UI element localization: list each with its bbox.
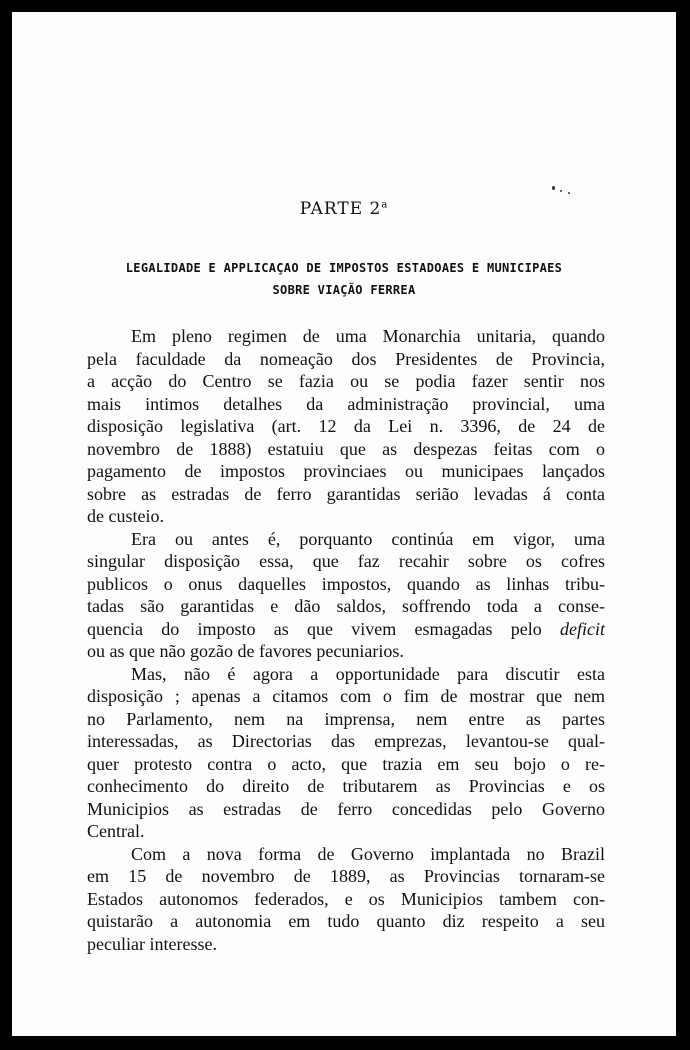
- paragraph-4-line: peculiar interesse.: [87, 933, 217, 954]
- paragraph-2-line: ou as que não gozão de favores pecuniarios.: [87, 641, 404, 661]
- book-page: [12, 12, 676, 1036]
- paragraph-3-line: Mas, não é agora a opportunidade para discutir esta: [131, 663, 605, 684]
- paragraph-3-line: conhecimento do direito de tributarem as Provincias e os: [87, 776, 605, 796]
- section-heading-line-2: SOBRE VIAÇÃO FERREA: [272, 283, 416, 297]
- paragraph-2-line: tadas são garantidas e dão saldos, soffrendo toda a conse-: [87, 596, 605, 616]
- paragraph-3-line: Municipios as estradas de ferro concedidas pelo Governo: [87, 798, 605, 819]
- ink-speck: [568, 192, 570, 194]
- part-title-superscript: a: [381, 199, 389, 211]
- paragraph-3-line: disposição ; apenas a citamos com o fim de mostrar que nem: [87, 686, 605, 706]
- paragraph-3-line: no Parlamento, nem na imprensa, nem entre as partes: [87, 708, 605, 729]
- paragraph-4-line: em 15 de novembro de 1889, as Provincias tornaram-se: [87, 866, 605, 886]
- paragraph-2-line-text: quencia do imposto as que vivem esmagadas pelo: [87, 618, 542, 639]
- paragraph-3-line: interessadas, as Directorias das emprezas, levantou-se qual-: [87, 731, 605, 751]
- paragraph-3-line: Central.: [87, 821, 145, 841]
- paragraph-1-line: mais intimos detalhes da administração provincial, uma: [87, 393, 605, 414]
- ink-speck: [552, 186, 555, 190]
- paragraph-2-line: Era ou antes é, porquanto continúa em vigor, uma: [131, 528, 605, 549]
- paragraph-2-line: publicos o onus daquelles impostos, quando as linhas tribu-: [87, 573, 605, 594]
- paragraph-2-line-with-italic: [87, 618, 605, 641]
- section-heading: [52, 257, 636, 301]
- part-title: [12, 199, 676, 219]
- paragraph-1-line: novembro de 1888) estatuiu que as despezas feitas com o: [87, 438, 605, 459]
- body-text: [87, 325, 605, 955]
- paragraph-2-line: singular disposição essa, que faz recahir sobre os cofres: [87, 551, 605, 571]
- paragraph-1-line: a acção do Centro se fazia ou se podia fazer sentir nos: [87, 371, 605, 391]
- paragraph-1-line: pela faculdade da nomeação dos Presidentes de Provincia,: [87, 348, 605, 369]
- paragraph-4-line: Com a nova forma de Governo implantada no Brazil: [131, 843, 605, 864]
- italic-deficit: deficit: [560, 618, 605, 639]
- paragraph-3-line: quer protesto contra o acto, que trazia em seu bojo o re-: [87, 753, 605, 774]
- section-heading-line-1: LEGALIDADE E APPLICAÇAO DE IMPOSTOS ESTADOAES E MUNICIPAES: [125, 261, 563, 275]
- paragraph-1-line: disposição legislativa (art. 12 da Lei n. 3396, de 24 de: [87, 416, 605, 436]
- paragraph-1-line: Em pleno regimen de uma Monarchia unitaria, quando: [131, 326, 605, 346]
- paragraph-1-line: sobre as estradas de ferro garantidas serião levadas á conta: [87, 483, 605, 504]
- paragraph-4-line: quistarão a autonomia em tudo quanto diz respeito a seu: [87, 911, 605, 931]
- ink-speck: [560, 190, 562, 192]
- paragraph-4-line: Estados autonomos federados, e os Municipios tambem con-: [87, 888, 605, 909]
- paragraph-1-line: pagamento de impostos provinciaes ou municipaes lançados: [87, 461, 605, 481]
- paragraph-1-line: de custeio.: [87, 506, 164, 526]
- part-title-text: PARTE 2: [299, 199, 382, 219]
